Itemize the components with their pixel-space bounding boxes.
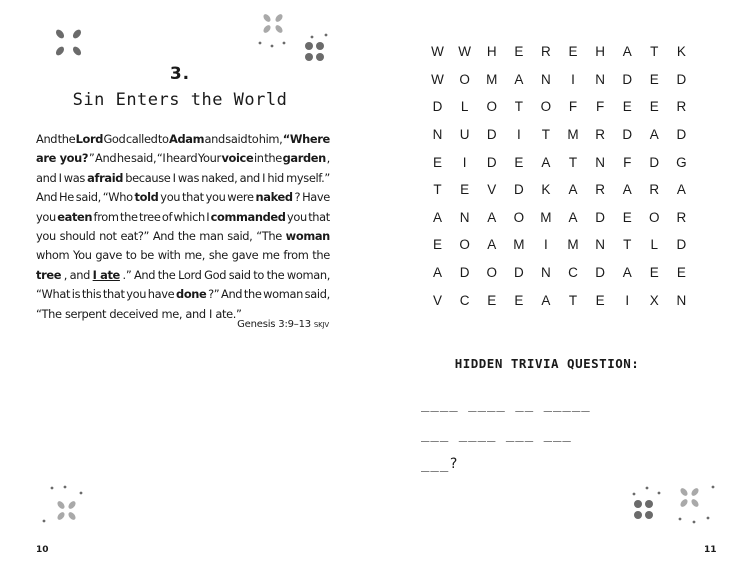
grid-letter: R (676, 209, 687, 225)
grid-letter: R (649, 182, 660, 198)
passage-word: He (59, 190, 74, 205)
passage-word: God (204, 267, 227, 282)
passage-word: you (205, 190, 226, 205)
passage-word: “The (256, 229, 282, 244)
grid-letter: A (514, 71, 524, 87)
grid-letter: L (650, 237, 659, 253)
passage-word: garden (282, 151, 326, 166)
grid-letter: T (623, 237, 632, 253)
passage-word: and (239, 170, 260, 185)
grid-letter: D (513, 265, 524, 281)
passage-word: commanded (210, 209, 286, 224)
grid-letter: E (514, 292, 524, 308)
grid-letter: N (595, 71, 605, 87)
passage-word: naked, (201, 170, 238, 185)
passage-line (36, 130, 330, 149)
grid-letter: A (676, 182, 686, 198)
grid-letter: D (649, 154, 660, 170)
passage-word: “I (156, 151, 166, 166)
grid-row (424, 66, 695, 94)
grid-letter: E (622, 99, 632, 115)
passage-word: “Where (282, 132, 330, 146)
passage-word: man (199, 229, 224, 244)
grid-letter: R (595, 182, 605, 198)
passage-word: And (36, 132, 58, 146)
scripture-passage (36, 130, 330, 324)
passage-word: Lord (178, 267, 202, 282)
grid-letter: W (431, 71, 444, 87)
passage-word: “What (36, 287, 71, 302)
passage-word: and (69, 267, 91, 282)
passage-word: which (173, 209, 205, 224)
grid-row (424, 259, 695, 287)
grid-letter: O (486, 99, 497, 115)
grid-letter: F (623, 154, 632, 170)
grid-letter: W (458, 44, 472, 60)
passage-word: Have (302, 190, 330, 205)
grid-letter: O (649, 209, 660, 225)
citation-reference: Genesis 3:9–13 (237, 319, 311, 330)
passage-word: me (262, 248, 280, 263)
passage-word: you (160, 190, 181, 205)
passage-word: you (36, 229, 56, 244)
left-page (0, 0, 373, 576)
passage-word: he (116, 151, 131, 166)
grid-letter: L (460, 99, 469, 115)
chapter-title: Sin Enters the World (72, 90, 288, 110)
passage-word: said, (227, 229, 253, 244)
passage-word: she (208, 248, 228, 263)
grid-letter: A (622, 182, 632, 198)
passage-word: you (36, 209, 56, 224)
passage-line (36, 188, 330, 207)
grid-letter: T (541, 127, 551, 143)
passage-word: eat?” (120, 229, 150, 244)
grid-letter: X (649, 292, 659, 308)
grid-letter: D (486, 154, 497, 170)
passage-word: Adam (169, 132, 205, 146)
grid-letter: H (486, 44, 497, 60)
passage-word: said, (75, 190, 101, 205)
grid-letter: M (513, 237, 525, 253)
grid-letter: E (433, 237, 443, 253)
grid-letter: D (513, 182, 524, 198)
passage-word: and (36, 170, 57, 185)
grid-letter: R (595, 127, 605, 143)
passage-word: whom (36, 248, 70, 263)
grid-letter: O (459, 237, 470, 253)
passage-word: said, (304, 287, 330, 302)
passage-word: from (283, 248, 309, 263)
grid-letter: E (487, 292, 497, 308)
grid-letter: U (459, 127, 470, 143)
grid-letter: T (433, 182, 442, 198)
passage-word: the (266, 267, 285, 282)
passage-word: be (140, 248, 154, 263)
passage-word: to (157, 132, 169, 146)
blank-line: ___? (421, 456, 459, 472)
passage-word: ” (88, 151, 95, 166)
passage-word: And (152, 229, 175, 244)
passage-line (36, 285, 330, 304)
grid-row (424, 148, 695, 176)
grid-letter: D (486, 127, 497, 143)
passage-word: God (103, 132, 126, 146)
grid-letter: R (676, 99, 687, 115)
passage-word: in (253, 151, 264, 166)
passage-word: , (63, 267, 68, 282)
grid-letter: M (486, 71, 498, 87)
grid-letter: T (568, 154, 578, 170)
passage-word: the (119, 209, 138, 224)
passage-word: gave (231, 248, 259, 263)
blank-line: ____ ____ __ _____ (421, 396, 591, 412)
grid-letter: N (541, 265, 551, 281)
grid-letter: V (487, 182, 497, 198)
dot-cluster-decoration-icon (628, 484, 718, 530)
passage-word: ?” (208, 287, 220, 302)
grid-letter: N (459, 209, 470, 225)
grid-row (424, 38, 695, 66)
grid-letter: I (462, 154, 467, 170)
passage-word: heard (166, 151, 198, 166)
passage-word: “The serpent deceived me, and I ate.” (36, 306, 242, 321)
passage-word: this (81, 287, 102, 302)
blank-line: ___ ____ ___ ___ (421, 426, 572, 442)
passage-word: called (125, 132, 158, 146)
grid-letter: O (540, 99, 552, 115)
grid-letter: E (649, 99, 659, 115)
grid-letter: A (622, 265, 632, 281)
grid-letter: D (676, 127, 687, 143)
trivia-heading: HIDDEN TRIVIA QUESTION: (454, 356, 640, 371)
grid-row (424, 93, 695, 121)
grid-letter: N (541, 71, 551, 87)
passage-word: should (59, 229, 96, 244)
grid-letter: W (431, 44, 444, 60)
page-number: 11 (704, 545, 717, 555)
passage-word: was (63, 170, 85, 185)
grid-letter: O (486, 265, 497, 281)
passage-word: ? (294, 190, 301, 205)
word-search-grid (424, 38, 695, 314)
grid-letter: N (595, 237, 605, 253)
dot-cluster-decoration-icon (52, 26, 88, 60)
grid-row (424, 204, 695, 232)
passage-word: told (134, 190, 159, 205)
passage-word: woman (263, 287, 304, 302)
passage-word: is (71, 287, 81, 302)
passage-word: said (228, 267, 251, 282)
grid-row (424, 121, 695, 149)
grid-letter: D (459, 265, 470, 281)
passage-word: that (182, 190, 204, 205)
grid-letter: A (541, 292, 551, 308)
grid-letter: F (595, 99, 605, 115)
passage-word: hid (267, 170, 284, 185)
grid-letter: T (568, 292, 578, 308)
passage-word: me, (184, 248, 205, 263)
passage-word: not (99, 229, 117, 244)
passage-word: I (206, 209, 210, 224)
grid-letter: D (595, 209, 605, 225)
passage-word: , (326, 151, 330, 166)
passage-word: the (264, 151, 282, 166)
passage-word: done (176, 287, 207, 302)
grid-letter: A (622, 44, 632, 60)
grid-letter: A (433, 209, 443, 225)
grid-letter: I (516, 127, 521, 143)
grid-letter: D (622, 71, 633, 87)
chapter-number: 3. (169, 64, 191, 84)
grid-letter: A (541, 154, 551, 170)
passage-word: you (286, 209, 307, 224)
passage-word: the (57, 132, 76, 146)
grid-letter: E (595, 292, 605, 308)
passage-word: that (102, 287, 125, 302)
dot-cluster-decoration-icon (38, 484, 94, 528)
grid-letter: A (487, 237, 497, 253)
passage-word: gave (95, 248, 122, 263)
passage-word: because (125, 170, 171, 185)
grid-letter: A (433, 265, 443, 281)
grid-letter: E (568, 44, 578, 60)
passage-word: I ate (92, 267, 120, 282)
grid-letter: D (676, 71, 687, 87)
passage-word: afraid (87, 170, 124, 185)
grid-letter: M (540, 209, 552, 225)
grid-letter: N (595, 154, 605, 170)
grid-letter: D (622, 127, 633, 143)
passage-word: the (157, 267, 176, 282)
passage-word: to (253, 267, 264, 282)
grid-letter: M (567, 237, 579, 253)
passage-word: woman, (286, 267, 330, 282)
passage-word: naked (255, 190, 293, 205)
passage-word: from (93, 209, 119, 224)
grid-letter: I (544, 237, 548, 253)
grid-letter: I (625, 292, 630, 308)
passage-word: that (308, 209, 330, 224)
passage-word: .” (122, 267, 132, 282)
scripture-citation (237, 319, 329, 330)
passage-line (36, 208, 330, 227)
grid-letter: K (541, 182, 551, 198)
passage-word: And (36, 190, 58, 205)
grid-letter: C (459, 292, 470, 308)
passage-word: Your (197, 151, 221, 166)
passage-word: the (177, 229, 196, 244)
passage-word: I (172, 170, 176, 185)
passage-word: And (133, 267, 156, 282)
grid-letter: E (676, 265, 686, 281)
grid-letter: V (433, 292, 443, 308)
passage-word: were (227, 190, 254, 205)
passage-word: have (147, 287, 175, 302)
grid-letter: E (514, 44, 524, 60)
grid-letter: E (514, 154, 524, 170)
passage-word: said (225, 132, 248, 146)
page-number: 10 (36, 545, 49, 555)
passage-line (36, 149, 330, 168)
grid-letter: D (432, 99, 443, 115)
dot-cluster-decoration-icon (255, 10, 335, 66)
passage-word: to (125, 248, 137, 263)
grid-row (424, 176, 695, 204)
grid-letter: D (676, 237, 687, 253)
grid-letter: G (676, 154, 687, 170)
grid-letter: A (568, 182, 578, 198)
passage-word: tree (36, 267, 62, 282)
grid-letter: E (460, 182, 470, 198)
passage-line (36, 266, 330, 285)
grid-letter: M (567, 127, 579, 143)
grid-letter: I (571, 71, 575, 87)
grid-letter: E (433, 154, 443, 170)
passage-word: eaten (57, 209, 93, 224)
grid-letter: N (432, 127, 443, 143)
grid-letter: H (595, 44, 605, 60)
passage-word: And (221, 287, 243, 302)
passage-word: to (247, 132, 259, 146)
grid-row (424, 231, 695, 259)
passage-word: you (126, 287, 147, 302)
passage-word: said, (131, 151, 157, 166)
grid-letter: F (568, 99, 578, 115)
passage-word: tree (138, 209, 161, 224)
passage-word: myself.” (286, 170, 330, 185)
grid-letter: D (595, 265, 605, 281)
passage-word: voice (221, 151, 254, 166)
passage-word: the (312, 248, 330, 263)
grid-letter: N (676, 292, 687, 308)
passage-word: I (58, 170, 62, 185)
passage-line (36, 169, 330, 188)
citation-version: skjv (313, 319, 329, 330)
passage-word: are you? (36, 151, 89, 166)
passage-line (36, 227, 330, 246)
passage-word: with (157, 248, 181, 263)
grid-letter: E (649, 71, 659, 87)
passage-word: I (262, 170, 266, 185)
grid-letter: A (568, 209, 578, 225)
passage-word: “Who (102, 190, 133, 205)
passage-word: woman (285, 229, 330, 244)
passage-word: of (161, 209, 173, 224)
grid-letter: T (514, 99, 523, 115)
grid-letter: K (676, 44, 686, 60)
passage-word: the (243, 287, 262, 302)
grid-letter: A (649, 127, 659, 143)
grid-row (424, 286, 695, 314)
grid-letter: O (459, 71, 470, 87)
grid-letter: E (649, 265, 659, 281)
passage-word: Lord (75, 132, 104, 146)
grid-letter: T (650, 44, 659, 60)
passage-word: was (177, 170, 200, 185)
grid-letter: O (513, 209, 525, 225)
passage-word: You (73, 248, 92, 263)
passage-word: him, (258, 132, 283, 146)
passage-word: and (204, 132, 225, 146)
grid-letter: C (568, 265, 578, 281)
passage-line (36, 246, 330, 265)
grid-letter: E (622, 209, 632, 225)
grid-letter: R (541, 44, 551, 60)
grid-letter: A (487, 209, 497, 225)
passage-word: And (95, 151, 117, 166)
